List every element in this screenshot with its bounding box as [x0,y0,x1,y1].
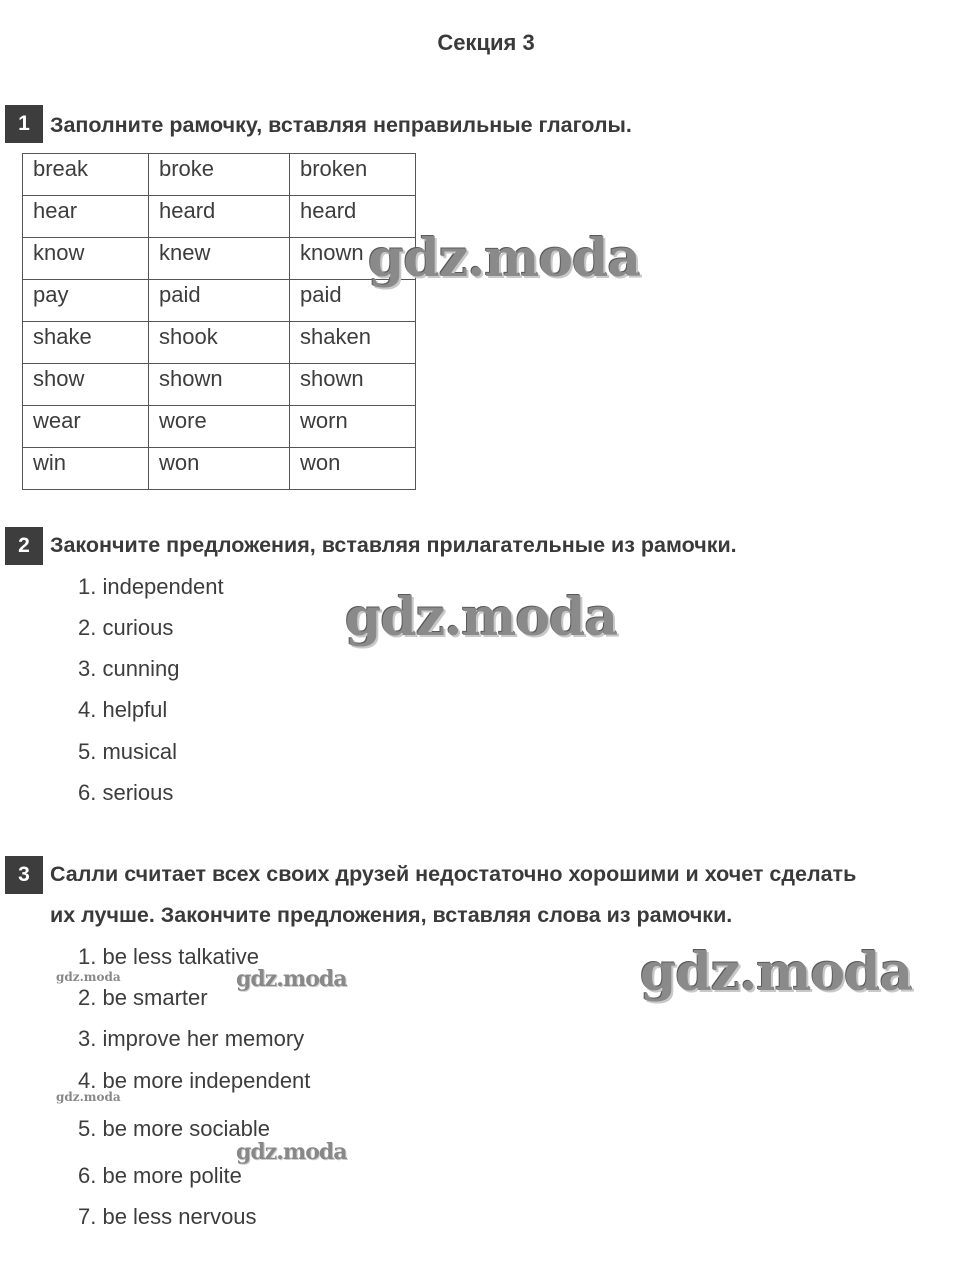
answer-item: 5. musical [78,739,178,764]
watermark: gdz.moda [640,942,913,1003]
answer-item: 5. be more sociable [78,1116,270,1141]
task-instruction-line-2: их лучше. Закончите предложения, вставляя слова из рамочки. [50,903,733,927]
answer-item: 6. be more polite [78,1163,242,1188]
table-row [23,238,416,280]
table-cell: heard [290,196,416,238]
answer-item: 3. cunning [78,656,180,681]
watermark: gdz.moda [56,970,121,984]
answer-item: 1. be less talkative [78,944,259,969]
table-cell: shake [23,322,149,364]
table-row [23,448,416,490]
table-cell: known [290,238,416,280]
table-row [23,280,416,322]
task-number-badge: 3 [5,856,43,894]
table-cell: wore [149,406,290,448]
watermark: gdz.moda [56,1090,121,1104]
table-cell: wear [23,406,149,448]
table-cell: show [23,364,149,406]
watermark: gdz.moda [368,228,641,289]
table-cell: broke [149,154,290,196]
table-cell: won [290,448,416,490]
table-cell: won [149,448,290,490]
answer-item: 6. serious [78,780,174,805]
answer-item: 4. helpful [78,697,168,722]
task-number-badge: 2 [5,527,43,565]
table-cell: knew [149,238,290,280]
table-row [23,196,416,238]
answer-item: 2. be smarter [78,985,208,1010]
verbs-table [22,153,416,490]
table-cell: shown [149,364,290,406]
table-row [23,364,416,406]
answer-item: 2. curious [78,615,174,640]
table-cell: break [23,154,149,196]
watermark: gdz.moda [345,587,618,648]
table-row [23,154,416,196]
watermark: gdz.moda [236,1139,347,1165]
watermark: gdz.moda [236,966,347,992]
page-title: Секция 3 [437,30,535,55]
table-cell: paid [290,280,416,322]
answer-item: 1. independent [78,574,224,599]
table-cell: shaken [290,322,416,364]
answer-item: 3. improve her memory [78,1026,305,1051]
table-cell: heard [149,196,290,238]
task-instruction-line-1: Салли считает всех своих друзей недостаточно хорошими и хочет сделать [50,862,857,886]
table-cell: know [23,238,149,280]
table-row [23,322,416,364]
table-cell: shook [149,322,290,364]
table-cell: win [23,448,149,490]
task-instruction: Заполните рамочку, вставляя неправильные глаголы. [50,113,632,137]
table-cell: shown [290,364,416,406]
answer-item: 7. be less nervous [78,1204,257,1229]
answer-item: 4. be more independent [78,1068,311,1093]
table-cell: hear [23,196,149,238]
table-cell: pay [23,280,149,322]
table-row [23,406,416,448]
table-cell: broken [290,154,416,196]
table-cell: worn [290,406,416,448]
task-number-badge: 1 [5,105,43,143]
task-instruction: Закончите предложения, вставляя прилагательные из рамочки. [50,533,737,557]
table-cell: paid [149,280,290,322]
